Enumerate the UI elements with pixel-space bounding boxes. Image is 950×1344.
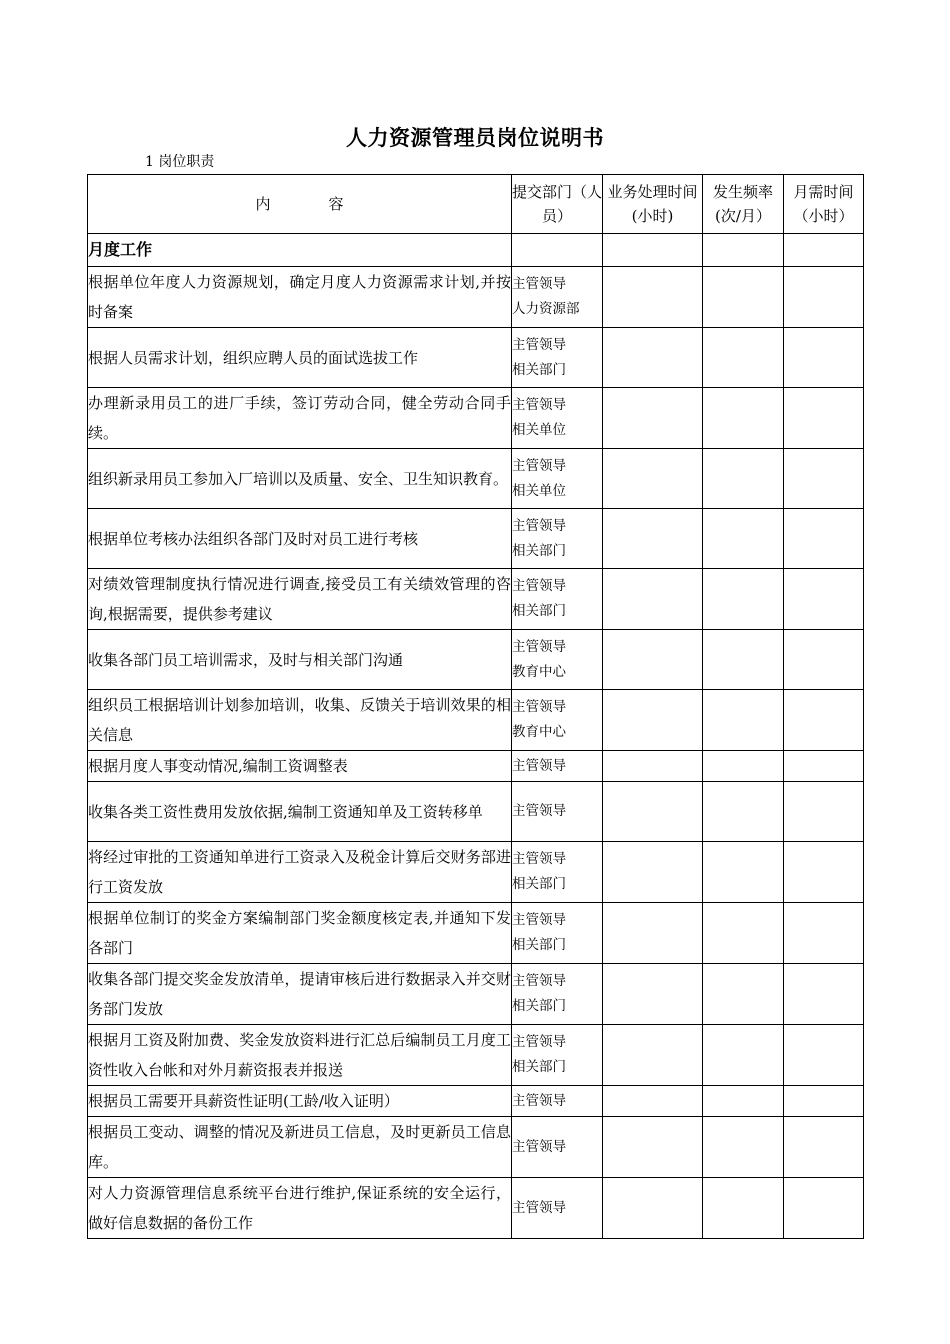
submitting-dept bbox=[512, 449, 603, 509]
table-row bbox=[88, 964, 864, 1025]
submitting-dept bbox=[512, 964, 603, 1025]
empty-cell bbox=[603, 1025, 703, 1086]
dept-line-2: 相关部门 bbox=[512, 937, 566, 953]
table-row bbox=[88, 509, 864, 569]
duty-content: 组织新录用员工参加入厂培训以及质量、安全、卫生知识教育。 bbox=[88, 449, 512, 509]
empty-cell bbox=[603, 842, 703, 903]
empty-cell bbox=[703, 509, 784, 569]
header-monthly: 月需时间（小时） bbox=[784, 175, 864, 234]
dept-line-1: 主管领导 bbox=[512, 517, 566, 534]
dept-line-1: 主管领导 bbox=[512, 276, 566, 292]
duty-content: 对人力资源管理信息系统平台进行维护,保证系统的安全运行，做好信息数据的备份工作 bbox=[88, 1178, 512, 1239]
table-row bbox=[88, 449, 864, 509]
table-row bbox=[88, 1025, 864, 1086]
empty-cell bbox=[603, 234, 703, 267]
empty-cell bbox=[784, 1025, 864, 1086]
dept-line-1: 主管领导 bbox=[512, 973, 566, 989]
group-label: 月度工作 bbox=[88, 234, 512, 267]
submitting-dept bbox=[512, 328, 603, 388]
dept-line-1: 主管领导 bbox=[512, 638, 566, 655]
dept-line-1: 主管领导 bbox=[512, 578, 566, 594]
duty-content: 根据月度人事变动情况,编制工资调整表 bbox=[88, 751, 512, 782]
table-row bbox=[88, 1178, 864, 1239]
empty-cell bbox=[784, 234, 864, 267]
submitting-dept bbox=[512, 1025, 603, 1086]
empty-cell bbox=[603, 751, 703, 782]
duty-content: 办理新录用员工的进厂手续，签订劳动合同，健全劳动合同手续。 bbox=[88, 388, 512, 449]
dept-line-1: 主管领导 bbox=[512, 1092, 566, 1109]
section-heading: 1 岗位职责 bbox=[145, 154, 215, 170]
table-row bbox=[88, 842, 864, 903]
empty-cell bbox=[703, 569, 784, 630]
empty-cell bbox=[703, 751, 784, 782]
empty-cell bbox=[603, 328, 703, 388]
dept-line-1: 主管领导 bbox=[512, 1199, 566, 1216]
empty-cell bbox=[703, 964, 784, 1025]
empty-cell bbox=[703, 1086, 784, 1117]
empty-cell bbox=[703, 1025, 784, 1086]
table-row bbox=[88, 903, 864, 964]
empty-cell bbox=[784, 751, 864, 782]
submitting-dept bbox=[512, 782, 603, 842]
submitting-dept bbox=[512, 569, 603, 630]
submitting-dept bbox=[512, 1086, 603, 1117]
duty-content: 根据员工变动、调整的情况及新进员工信息，及时更新员工信息库。 bbox=[88, 1117, 512, 1178]
submitting-dept bbox=[512, 1117, 603, 1178]
dept-line-1: 主管领导 bbox=[512, 1138, 566, 1155]
empty-cell bbox=[784, 328, 864, 388]
duty-content: 根据单位考核办法组织各部门及时对员工进行考核 bbox=[88, 509, 512, 569]
dept-line-1: 主管领导 bbox=[512, 1034, 566, 1050]
duty-content: 组织员工根据培训计划参加培训，收集、反馈关于培训效果的相关信息 bbox=[88, 690, 512, 751]
duty-content: 根据员工需要开具薪资性证明(工龄/收入证明） bbox=[88, 1086, 512, 1117]
empty-cell bbox=[784, 903, 864, 964]
empty-cell bbox=[603, 903, 703, 964]
empty-cell bbox=[784, 449, 864, 509]
header-dept: 提交部门（人员） bbox=[512, 175, 603, 234]
submitting-dept bbox=[512, 751, 603, 782]
empty-cell bbox=[703, 267, 784, 328]
dept-line-2: 教育中心 bbox=[512, 663, 566, 680]
dept-line-2: 相关部门 bbox=[512, 361, 566, 378]
submitting-dept bbox=[512, 903, 603, 964]
empty-cell bbox=[703, 842, 784, 903]
empty-cell bbox=[703, 690, 784, 751]
dept-line-1: 主管领导 bbox=[512, 803, 566, 819]
dept-line-2: 人力资源部 bbox=[512, 301, 580, 317]
empty-cell bbox=[603, 1178, 703, 1239]
submitting-dept bbox=[512, 630, 603, 690]
empty-cell bbox=[784, 690, 864, 751]
dept-line-1: 主管领导 bbox=[512, 397, 566, 413]
group-row bbox=[88, 234, 864, 267]
empty-cell bbox=[784, 569, 864, 630]
header-content: 内 容 bbox=[88, 175, 512, 234]
duties-table bbox=[87, 174, 864, 1239]
empty-cell bbox=[603, 1086, 703, 1117]
dept-line-1: 主管领导 bbox=[512, 851, 566, 867]
table-row bbox=[88, 328, 864, 388]
dept-line-2: 相关单位 bbox=[512, 422, 566, 438]
empty-cell bbox=[603, 449, 703, 509]
empty-cell bbox=[784, 842, 864, 903]
dept-line-1: 主管领导 bbox=[512, 699, 566, 715]
empty-cell bbox=[512, 234, 603, 267]
dept-line-1: 主管领导 bbox=[512, 757, 566, 774]
table-row bbox=[88, 267, 864, 328]
header-time: 业务处理时间(小时) bbox=[603, 175, 703, 234]
table-row bbox=[88, 690, 864, 751]
submitting-dept bbox=[512, 842, 603, 903]
empty-cell bbox=[784, 1117, 864, 1178]
table-header-row bbox=[88, 175, 864, 234]
dept-line-2: 相关部门 bbox=[512, 542, 566, 559]
document-title: 人力资源管理员岗位说明书 bbox=[346, 126, 604, 150]
duty-content: 根据单位制订的奖金方案编制部门奖金额度核定表,并通知下发各部门 bbox=[88, 903, 512, 964]
submitting-dept bbox=[512, 388, 603, 449]
duty-content: 将经过审批的工资通知单进行工资录入及税金计算后交财务部进行工资发放 bbox=[88, 842, 512, 903]
duty-content: 根据单位年度人力资源规划，确定月度人力资源需求计划,并按时备案 bbox=[88, 267, 512, 328]
table-row bbox=[88, 1117, 864, 1178]
header-freq: 发生频率(次/月） bbox=[703, 175, 784, 234]
table-row bbox=[88, 630, 864, 690]
empty-cell bbox=[603, 569, 703, 630]
empty-cell bbox=[703, 234, 784, 267]
empty-cell bbox=[703, 388, 784, 449]
dept-line-1: 主管领导 bbox=[512, 457, 566, 474]
submitting-dept bbox=[512, 509, 603, 569]
table-row bbox=[88, 569, 864, 630]
empty-cell bbox=[603, 964, 703, 1025]
dept-line-2: 相关单位 bbox=[512, 482, 566, 499]
table-row bbox=[88, 1086, 864, 1117]
dept-line-1: 主管领导 bbox=[512, 912, 566, 928]
empty-cell bbox=[703, 782, 784, 842]
empty-cell bbox=[784, 388, 864, 449]
empty-cell bbox=[784, 782, 864, 842]
dept-line-2: 相关部门 bbox=[512, 998, 566, 1014]
duty-content: 根据人员需求计划，组织应聘人员的面试选拔工作 bbox=[88, 328, 512, 388]
empty-cell bbox=[784, 509, 864, 569]
empty-cell bbox=[784, 1178, 864, 1239]
empty-cell bbox=[784, 267, 864, 328]
empty-cell bbox=[603, 388, 703, 449]
empty-cell bbox=[703, 1178, 784, 1239]
submitting-dept bbox=[512, 690, 603, 751]
table-row bbox=[88, 782, 864, 842]
empty-cell bbox=[603, 1117, 703, 1178]
duty-content: 根据月工资及附加费、奖金发放资料进行汇总后编制员工月度工资性收入台帐和对外月薪资报表并报送 bbox=[88, 1025, 512, 1086]
dept-line-2: 相关部门 bbox=[512, 876, 566, 892]
dept-line-2: 教育中心 bbox=[512, 724, 566, 740]
empty-cell bbox=[703, 903, 784, 964]
empty-cell bbox=[603, 782, 703, 842]
duty-content: 收集各部门提交奖金发放清单，提请审核后进行数据录入并交财务部门发放 bbox=[88, 964, 512, 1025]
empty-cell bbox=[784, 964, 864, 1025]
table-row bbox=[88, 388, 864, 449]
empty-cell bbox=[703, 328, 784, 388]
empty-cell bbox=[603, 630, 703, 690]
dept-line-2: 相关部门 bbox=[512, 603, 566, 619]
empty-cell bbox=[703, 1117, 784, 1178]
duty-content: 收集各类工资性费用发放依据,编制工资通知单及工资转移单 bbox=[88, 782, 512, 842]
duty-content: 收集各部门员工培训需求，及时与相关部门沟通 bbox=[88, 630, 512, 690]
duty-content: 对绩效管理制度执行情况进行调查,接受员工有关绩效管理的咨询,根据需要，提供参考建议 bbox=[88, 569, 512, 630]
empty-cell bbox=[603, 267, 703, 328]
empty-cell bbox=[784, 630, 864, 690]
empty-cell bbox=[603, 509, 703, 569]
submitting-dept bbox=[512, 267, 603, 328]
empty-cell bbox=[703, 630, 784, 690]
dept-line-1: 主管领导 bbox=[512, 336, 566, 353]
empty-cell bbox=[703, 449, 784, 509]
empty-cell bbox=[784, 1086, 864, 1117]
table-row bbox=[88, 751, 864, 782]
empty-cell bbox=[603, 690, 703, 751]
dept-line-2: 相关部门 bbox=[512, 1059, 566, 1075]
submitting-dept bbox=[512, 1178, 603, 1239]
